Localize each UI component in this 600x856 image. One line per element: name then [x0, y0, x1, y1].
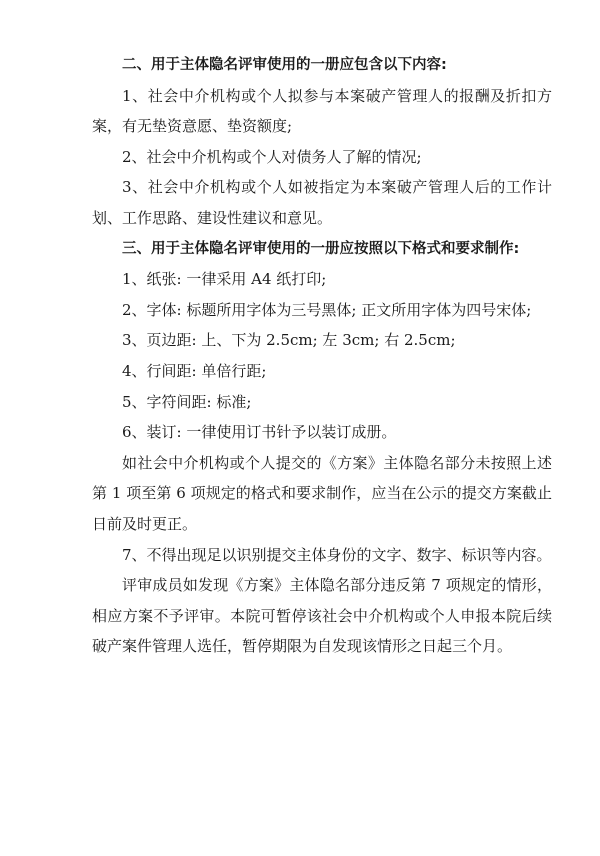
text-line: 3、社会中介机构或个人如被指定为本案破产管理人后的工作计 — [122, 178, 552, 197]
text-line: 2、字体: 标题所用字体为三号黑体; 正文所用字体为四号宋体; — [122, 300, 532, 319]
text-line: 2、社会中介机构或个人对债务人了解的情况; — [122, 147, 422, 166]
text-line: 7、不得出现足以识别提交主体身份的文字、数字、标识等内容。 — [122, 545, 552, 564]
document-body — [92, 50, 552, 662]
text-line: 1、社会中介机构或个人拟参与本案破产管理人的报酬及折扣方 — [122, 86, 552, 105]
text-line: 第 1 项至第 6 项规定的格式和要求制作，应当在公示的提交方案截止 — [92, 484, 552, 503]
text-line: 案，有无垫资意愿、垫资额度; — [92, 117, 293, 136]
text-line: 6、装订: 一律使用订书针予以装订成册。 — [122, 423, 397, 442]
text-line: 划、工作思路、建设性建议和意见。 — [92, 208, 333, 227]
text-line: 3、页边距: 上、下为 2.5cm; 左 3cm; 右 2.5cm; — [122, 331, 456, 350]
text-line: 评审成员如发现《方案》主体隐名部分违反第 7 项规定的情形， — [122, 576, 552, 595]
text-line: 5、字符间距: 标准; — [122, 392, 252, 411]
section-heading: 三、用于主体隐名评审使用的一册应按照以下格式和要求制作: — [122, 240, 520, 257]
text-line: 相应方案不予评审。本院可暂停该社会中介机构或个人申报本院后续 — [92, 606, 552, 625]
text-line: 1、纸张: 一律采用 A4 纸打印; — [122, 270, 327, 289]
text-line: 4、行间距: 单倍行距; — [122, 361, 267, 380]
text-line: 日前及时更正。 — [92, 514, 198, 533]
text-line: 破产案件管理人选任，暂停期限为自发现该情形之日起三个月。 — [92, 637, 513, 656]
text-line: 如社会中介机构或个人提交的《方案》主体隐名部分未按照上述 — [122, 453, 552, 472]
section-heading: 二、用于主体隐名评审使用的一册应包含以下内容: — [122, 57, 447, 73]
